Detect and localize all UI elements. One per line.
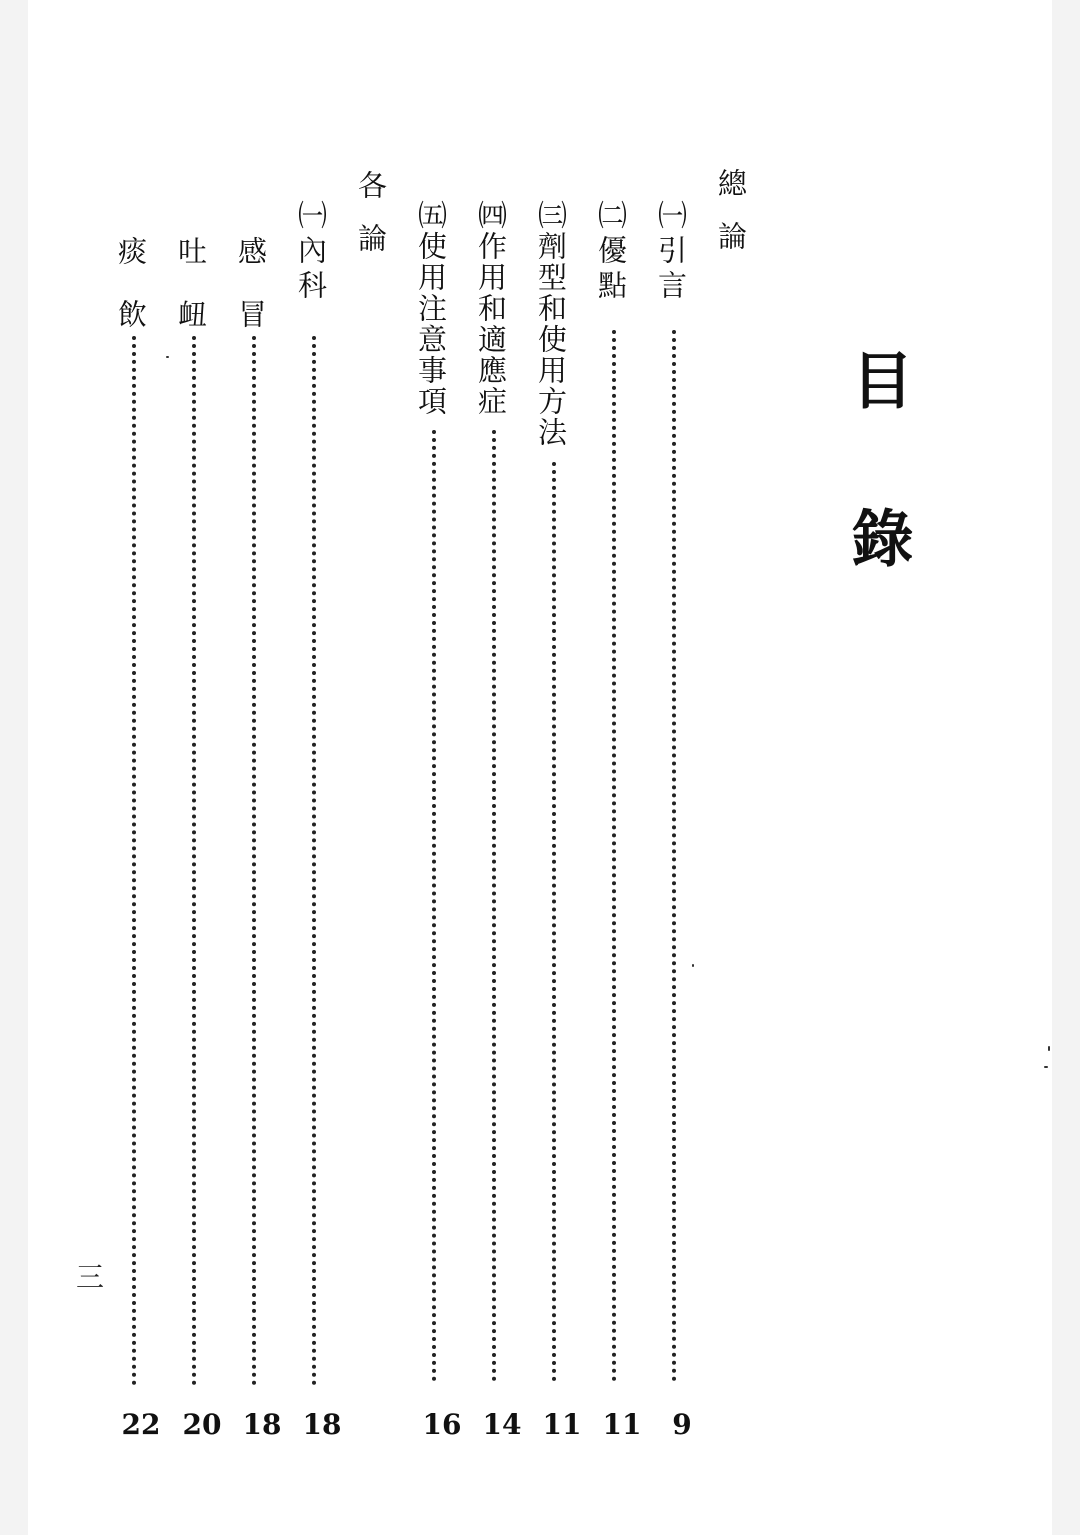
dot-leader (552, 462, 556, 1382)
dot-leader (252, 336, 256, 1386)
toc-page-number: 9 (672, 1408, 692, 1441)
toc-page-number: 18 (302, 1408, 342, 1441)
toc-entry-text: 吐衄 (174, 236, 208, 362)
scan-speck (692, 964, 694, 967)
toc-entry-text: ㈡優點 (594, 200, 628, 305)
dot-leader (192, 336, 196, 1386)
toc-entry-text: 感冒 (234, 236, 268, 362)
scan-speck (166, 356, 169, 358)
toc-page-number: 20 (182, 1408, 222, 1441)
toc-entry-text: ㈣作用和適應症 (474, 200, 508, 417)
toc-entry-text: 痰飲 (114, 236, 148, 362)
section-heading-general: 總論 (714, 168, 748, 274)
dot-leader (312, 336, 316, 1386)
scan-speck (1044, 1066, 1048, 1068)
toc-entry-text: ㈢劑型和使用方法 (534, 200, 568, 448)
dot-leader (432, 430, 436, 1382)
section-heading-specific: 各論 (354, 170, 388, 276)
toc-page-number: 14 (482, 1408, 522, 1441)
page-title: 目錄 (841, 348, 914, 664)
toc-entry-text: ㈠引言 (654, 200, 688, 305)
toc-page-number: 16 (422, 1408, 462, 1441)
toc-page-number: 22 (121, 1408, 161, 1441)
scan-speck (1048, 1046, 1050, 1051)
book-page (28, 0, 1052, 1535)
toc-page-number: 11 (542, 1408, 582, 1441)
toc-entry-text: ㈠內科 (294, 200, 328, 305)
toc-entry-text: ㈤使用注意事項 (414, 200, 448, 417)
page-folio: 三 (72, 1262, 105, 1290)
dot-leader (132, 336, 136, 1386)
toc-page-number: 18 (242, 1408, 282, 1441)
toc-page-number: 11 (602, 1408, 642, 1441)
dot-leader (612, 330, 616, 1382)
dot-leader (492, 430, 496, 1382)
dot-leader (672, 330, 676, 1382)
